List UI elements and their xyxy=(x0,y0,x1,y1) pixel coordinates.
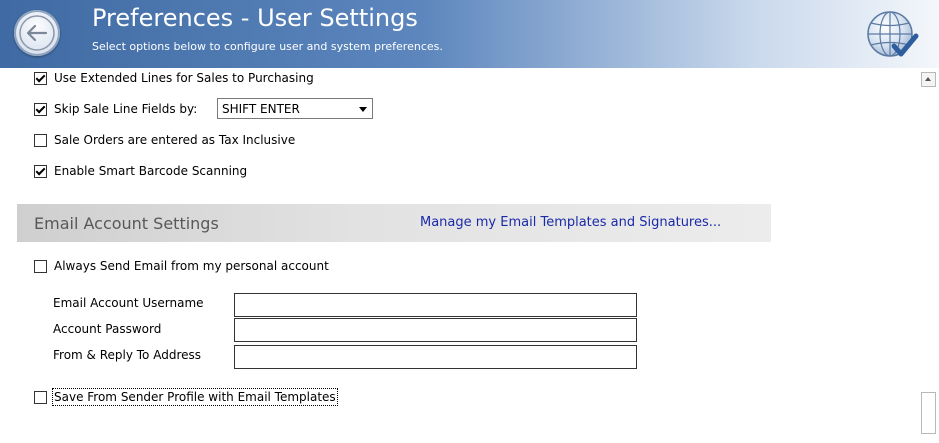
page-title: Preferences - User Settings xyxy=(92,4,418,32)
account-password-field[interactable] xyxy=(234,318,637,342)
page-subtitle: Select options below to configure user and system preferences. xyxy=(92,40,443,53)
save-profile-label: Save From Sender Profile with Email Templates xyxy=(54,390,336,404)
skip-fields-select-value: SHIFT ENTER xyxy=(222,102,300,116)
scroll-thumb[interactable] xyxy=(921,392,936,434)
reply-address-label: From & Reply To Address xyxy=(53,348,202,362)
email-section-title: Email Account Settings xyxy=(34,214,219,233)
extended-lines-checkbox[interactable] xyxy=(34,72,47,85)
option-skip-fields[interactable] xyxy=(34,101,197,117)
chevron-down-icon[interactable] xyxy=(354,99,372,118)
tax-inclusive-checkbox[interactable] xyxy=(34,134,47,147)
option-save-profile[interactable] xyxy=(34,389,336,405)
option-smart-barcode[interactable] xyxy=(34,163,247,179)
email-section-header xyxy=(17,204,771,242)
always-send-label: Always Send Email from my personal account xyxy=(54,259,329,273)
back-button[interactable] xyxy=(14,10,60,56)
account-password-label: Account Password xyxy=(53,322,162,336)
tax-inclusive-label: Sale Orders are entered as Tax Inclusive xyxy=(54,133,296,147)
extended-lines-label: Use Extended Lines for Sales to Purchasing xyxy=(54,71,314,85)
email-username-label: Email Account Username xyxy=(53,296,204,310)
option-extended-lines[interactable] xyxy=(34,70,314,86)
manage-templates-link[interactable]: Manage my Email Templates and Signatures... xyxy=(420,215,722,230)
smart-barcode-label: Enable Smart Barcode Scanning xyxy=(54,164,248,178)
back-arrow-icon xyxy=(14,10,60,56)
option-tax-inclusive[interactable] xyxy=(34,132,295,148)
skip-fields-label: Skip Sale Line Fields by: xyxy=(54,102,198,116)
always-send-checkbox[interactable] xyxy=(34,260,47,273)
vertical-scrollbar[interactable] xyxy=(919,68,939,443)
globe-check-icon xyxy=(864,8,920,64)
header-banner xyxy=(0,0,939,68)
save-profile-checkbox[interactable] xyxy=(34,391,47,404)
skip-fields-checkbox[interactable] xyxy=(34,103,47,116)
skip-fields-select[interactable] xyxy=(217,98,373,119)
smart-barcode-checkbox[interactable] xyxy=(34,165,47,178)
email-username-field[interactable] xyxy=(234,293,637,317)
option-always-send[interactable] xyxy=(34,258,329,274)
reply-address-field[interactable] xyxy=(234,345,637,369)
scroll-up-button[interactable] xyxy=(921,72,936,87)
